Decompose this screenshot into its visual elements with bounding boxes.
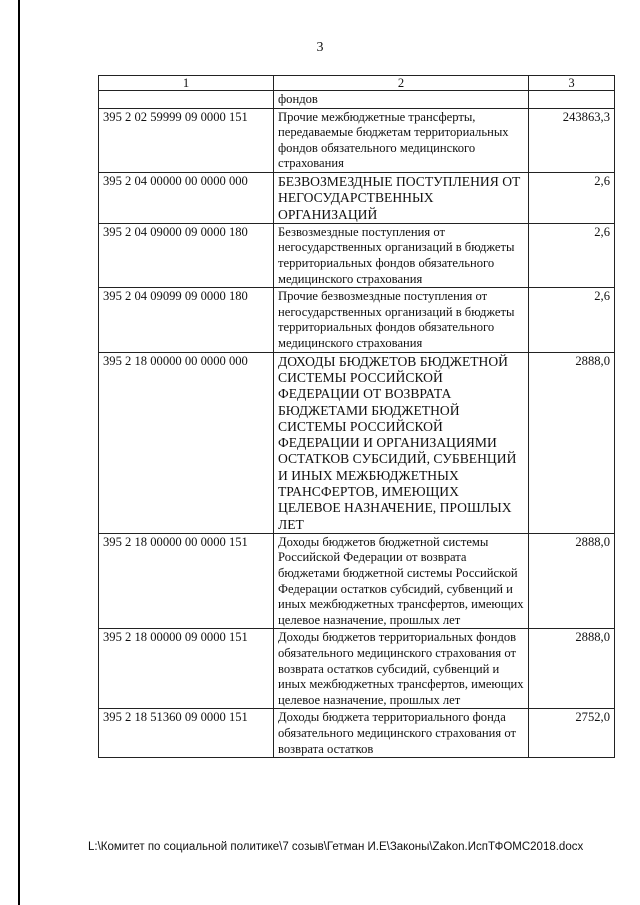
revenue-name-cell: фондов xyxy=(274,91,529,109)
budget-code-cell: 395 2 18 00000 00 0000 000 xyxy=(99,352,274,533)
table-row xyxy=(99,533,615,629)
column-header-1: 1 xyxy=(99,76,274,91)
budget-code-cell: 395 2 18 00000 09 0000 151 xyxy=(99,629,274,709)
budget-code-cell: 395 2 02 59999 09 0000 151 xyxy=(99,108,274,172)
amount-cell: 2888,0 xyxy=(529,533,615,629)
amount-cell: 2,6 xyxy=(529,288,615,352)
budget-code-cell: 395 2 04 09099 09 0000 180 xyxy=(99,288,274,352)
revenue-name-cell: Прочие межбюджетные трансферты, передаваемые бюджетам территориальных фондов обязательного медицинского страхования xyxy=(274,108,529,172)
amount-cell: 2752,0 xyxy=(529,709,615,758)
table-body xyxy=(99,91,615,758)
table-header-row xyxy=(99,76,615,91)
revenue-name-cell: Прочие безвозмездные поступления от негосударственных организаций в бюджеты территориальных фондов обязательного медицинского страхования xyxy=(274,288,529,352)
budget-code-cell: 395 2 18 00000 00 0000 151 xyxy=(99,533,274,629)
amount-cell: 243863,3 xyxy=(529,108,615,172)
table-row xyxy=(99,352,615,533)
budget-code-cell: 395 2 04 00000 00 0000 000 xyxy=(99,172,274,223)
amount-cell xyxy=(529,91,615,109)
revenue-table xyxy=(98,75,615,758)
table-row xyxy=(99,288,615,352)
column-header-2: 2 xyxy=(274,76,529,91)
page-number: 3 xyxy=(316,40,324,55)
table-row xyxy=(99,629,615,709)
revenue-name-cell: БЕЗВОЗМЕЗДНЫЕ ПОСТУПЛЕНИЯ ОТ НЕГОСУДАРСТВЕННЫХ ОРГАНИЗАЦИЙ xyxy=(274,172,529,223)
table-row xyxy=(99,709,615,758)
revenue-name-cell: Доходы бюджета территориального фонда обязательного медицинского страхования от возврата остатков xyxy=(274,709,529,758)
budget-code-cell: 395 2 18 51360 09 0000 151 xyxy=(99,709,274,758)
amount-cell: 2,6 xyxy=(529,223,615,287)
amount-cell: 2,6 xyxy=(529,172,615,223)
scan-edge-line xyxy=(18,0,20,905)
file-path-footer: L:\Комитет по социальной политике\7 созыв\Гетман И.Е\Законы\Zakon.ИспТФОМС2018.docx xyxy=(88,841,584,853)
table-row xyxy=(99,223,615,287)
table-row xyxy=(99,108,615,172)
amount-cell: 2888,0 xyxy=(529,629,615,709)
table-row xyxy=(99,91,615,109)
table-row xyxy=(99,172,615,223)
column-header-3: 3 xyxy=(529,76,615,91)
revenue-name-cell: ДОХОДЫ БЮДЖЕТОВ БЮДЖЕТНОЙ СИСТЕМЫ РОССИЙСКОЙ ФЕДЕРАЦИИ ОТ ВОЗВРАТА БЮДЖЕТАМИ БЮДЖЕТНОЙ СИСТЕМЫ РОССИЙСКОЙ ФЕДЕРАЦИИ И ОРГАНИЗАЦИЯМИ ОСТАТКОВ СУБСИДИЙ, СУБВЕНЦИЙ И ИНЫХ МЕЖБЮДЖЕТНЫХ ТРАНСФЕРТОВ, ИМЕЮЩИХ ЦЕЛЕВОЕ НАЗНАЧЕНИЕ, ПРОШЛЫХ ЛЕТ xyxy=(274,352,529,533)
revenue-name-cell: Безвозмездные поступления от негосударственных организаций в бюджеты территориальных фондов обязательного медицинского страхования xyxy=(274,223,529,287)
revenue-name-cell: Доходы бюджетов территориальных фондов обязательного медицинского страхования от возврата остатков субсидий, субвенций и иных межбюджетных трансфертов, имеющих целевое назначение, прошлых лет xyxy=(274,629,529,709)
revenue-name-cell: Доходы бюджетов бюджетной системы Российской Федерации от возврата бюджетами бюджетной системы Российской Федерации остатков субсидий, субвенций и иных межбюджетных трансфертов, имеющих целевое назначение, прошлых лет xyxy=(274,533,529,629)
budget-code-cell: 395 2 04 09000 09 0000 180 xyxy=(99,223,274,287)
budget-code-cell xyxy=(99,91,274,109)
amount-cell: 2888,0 xyxy=(529,352,615,533)
